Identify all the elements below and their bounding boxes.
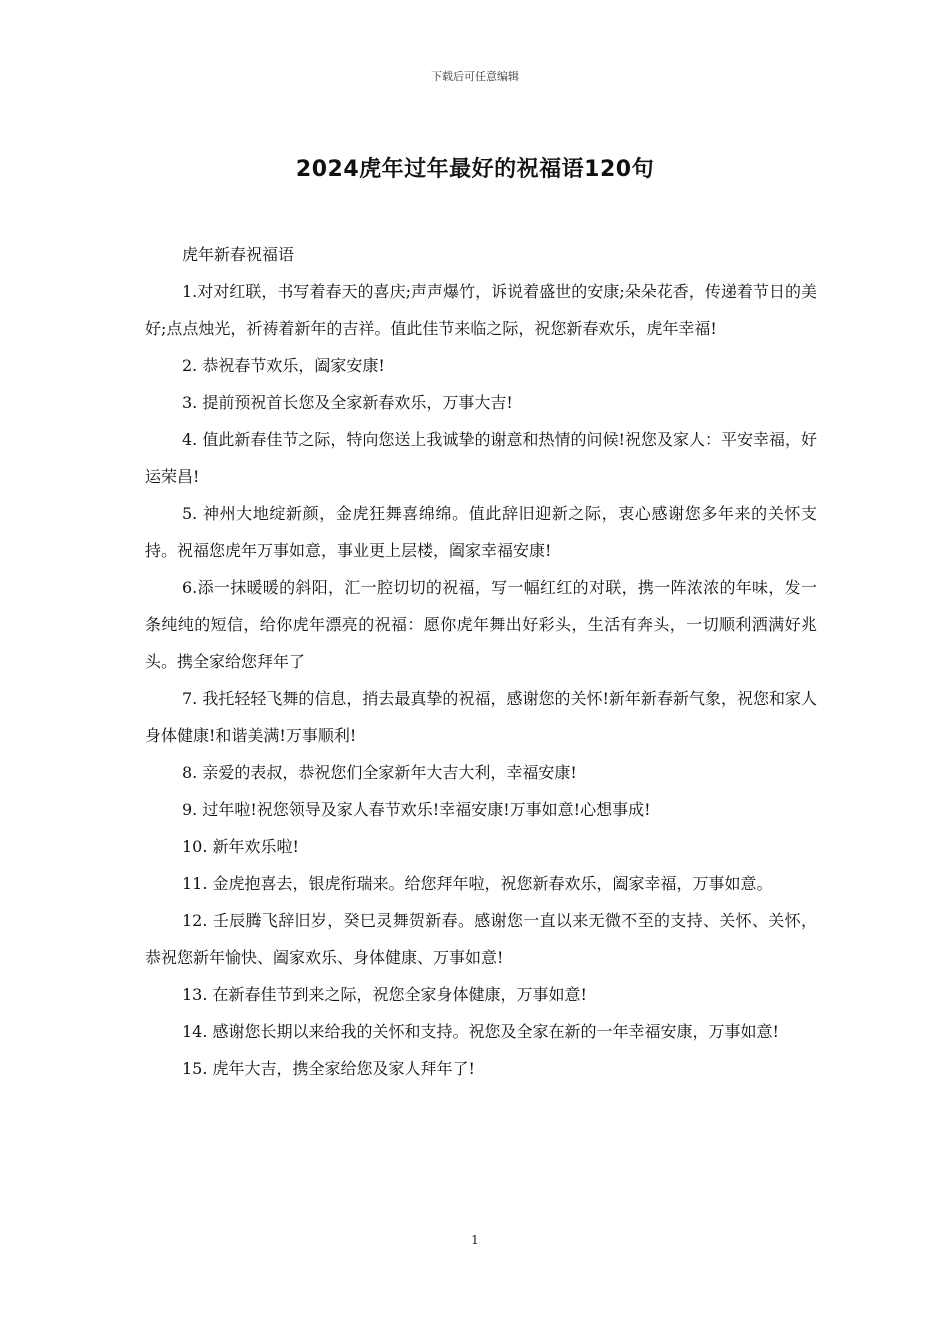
- greeting-item-6: 6.添一抹暖暖的斜阳，汇一腔切切的祝福，写一幅红红的对联，携一阵浓浓的年味，发一条纯纯的短信，给你虎年漂亮的祝福：愿你虎年舞出好彩头，生活有奔头，一切顺利洒满好兆头。携全家给您拜年了: [145, 578, 817, 671]
- greeting-item-8: 8. 亲爱的表叔，恭祝您们全家新年大吉大利，幸福安康!: [182, 763, 577, 782]
- greeting-item-15: 15. 虎年大吉，携全家给您及家人拜年了!: [182, 1059, 475, 1078]
- header-note: 下载后可任意编辑: [431, 70, 519, 83]
- document-body: [145, 236, 817, 1087]
- greeting-item-13: 13. 在新春佳节到来之际，祝您全家身体健康，万事如意!: [182, 985, 587, 1004]
- greeting-item-7: 7. 我托轻轻飞舞的信息，捎去最真挚的祝福，感谢您的关怀!新年新春新气象，祝您和家人身体健康!和谐美满!万事顺利!: [145, 689, 817, 745]
- document-title: 2024虎年过年最好的祝福语120句: [295, 157, 655, 182]
- greeting-item-12: 12. 壬辰腾飞辞旧岁，癸巳灵舞贺新春。感谢您一直以来无微不至的支持、关怀、关怀，恭祝您新年愉快、阖家欢乐、身体健康、万事如意!: [145, 911, 817, 967]
- greeting-item-2: 2. 恭祝春节欢乐，阖家安康!: [182, 356, 385, 375]
- greeting-item-14: 14. 感谢您长期以来给我的关怀和支持。祝您及全家在新的一年幸福安康，万事如意!: [182, 1022, 779, 1041]
- greeting-item-9: 9. 过年啦!祝您领导及家人春节欢乐!幸福安康!万事如意!心想事成!: [182, 800, 651, 819]
- greeting-item-11: 11. 金虎抱喜去，银虎衔瑞来。给您拜年啦，祝您新春欢乐，阖家幸福，万事如意。: [182, 874, 773, 893]
- greeting-item-10: 10. 新年欢乐啦!: [182, 837, 299, 856]
- section-heading: 虎年新春祝福语: [182, 245, 295, 264]
- greeting-item-5: 5. 神州大地绽新颜，金虎狂舞喜绵绵。值此辞旧迎新之际，衷心感谢您多年来的关怀支持。祝福您虎年万事如意，事业更上层楼，阖家幸福安康!: [145, 504, 817, 560]
- greeting-item-1: 1.对对红联，书写着春天的喜庆;声声爆竹，诉说着盛世的安康;朵朵花香，传递着节日的美好;点点烛光，祈祷着新年的吉祥。值此佳节来临之际，祝您新春欢乐，虎年幸福!: [145, 282, 817, 338]
- greeting-item-4: 4. 值此新春佳节之际，特向您送上我诚挚的谢意和热情的问候!祝您及家人：平安幸福，好运荣昌!: [145, 430, 817, 486]
- page-number: 1: [471, 1233, 479, 1247]
- greeting-item-3: 3. 提前预祝首长您及全家新春欢乐，万事大吉!: [182, 393, 513, 412]
